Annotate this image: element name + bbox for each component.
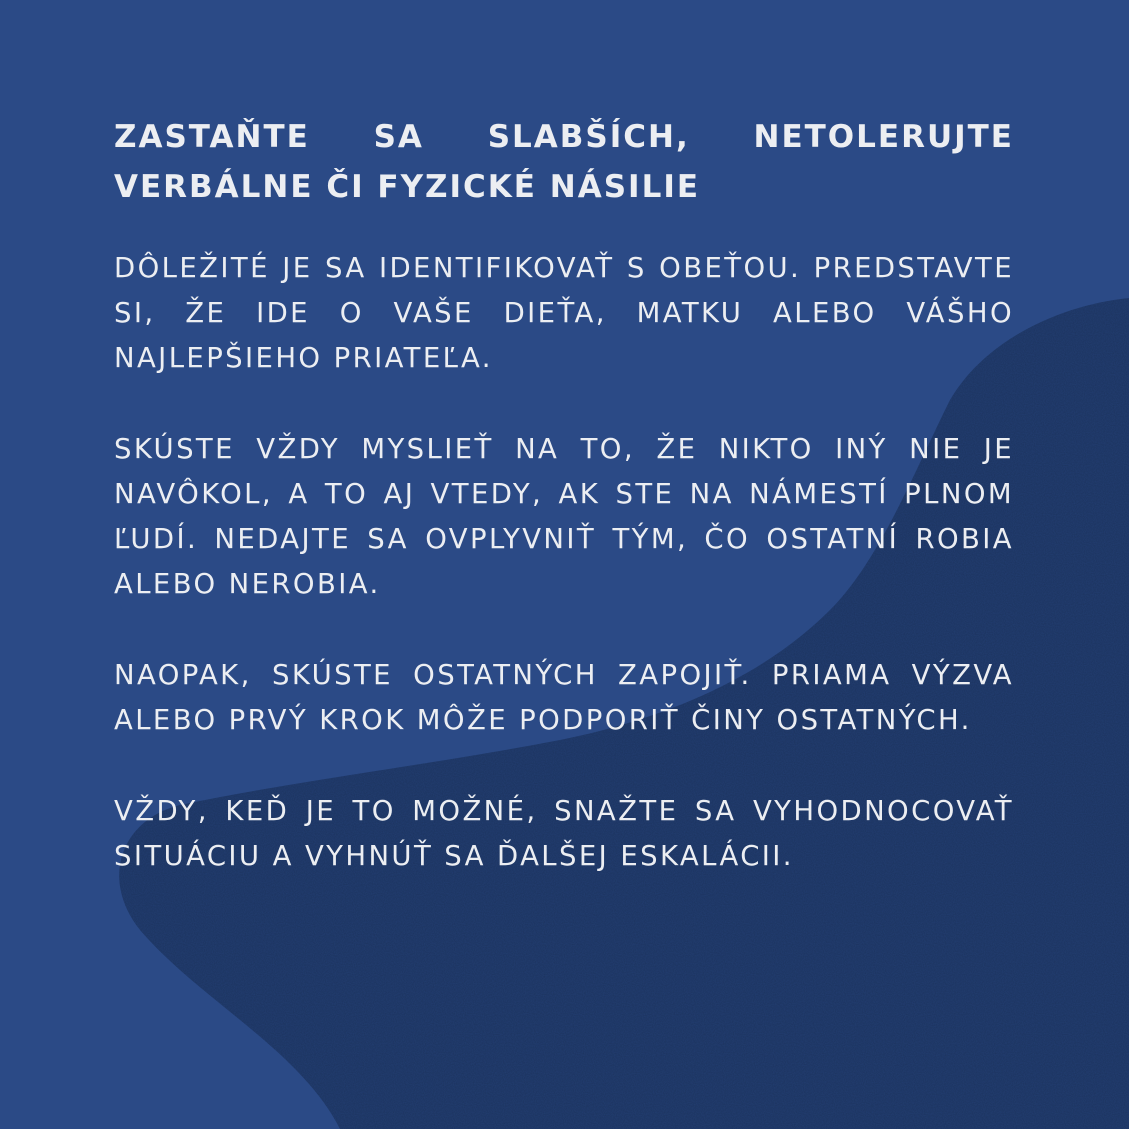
paragraph-2: SKÚSTE VŽDY MYSLIEŤ NA TO, ŽE NIKTO INÝ NIE JE NAVÔKOL, A TO AJ VTEDY, AK STE NA NÁMESTÍ PLNOM ĽUDÍ. NEDAJTE SA OVPLYVNIŤ TÝM, ČO OSTATNÍ ROBIA ALEBO NEROBIA. xyxy=(114,433,1014,600)
paragraph-3: NAOPAK, SKÚSTE OSTATNÝCH ZAPOJIŤ. PRIAMA VÝZVA ALEBO PRVÝ KROK MÔŽE PODPORIŤ ČINY OSTATNÝCH. xyxy=(114,659,1014,736)
heading: ZASTAŇTE SA SLABŠÍCH, NETOLERUJTE VERBÁLNE ČI FYZICKÉ NÁSILIE xyxy=(114,119,1014,205)
paragraph-1: DÔLEŽITÉ JE SA IDENTIFIKOVAŤ S OBEŤOU. PREDSTAVTE SI, ŽE IDE O VAŠE DIEŤA, MATKU ALEBO VÁŠHO NAJLEPŠIEHO PRIATEĽA. xyxy=(114,252,1014,374)
paragraph-4: VŽDY, KEĎ JE TO MOŽNÉ, SNAŽTE SA VYHODNOCOVAŤ SITUÁCIU A VYHNÚŤ SA ĎALŠEJ ESKALÁCII. xyxy=(114,795,1014,872)
text-content xyxy=(114,112,1014,925)
